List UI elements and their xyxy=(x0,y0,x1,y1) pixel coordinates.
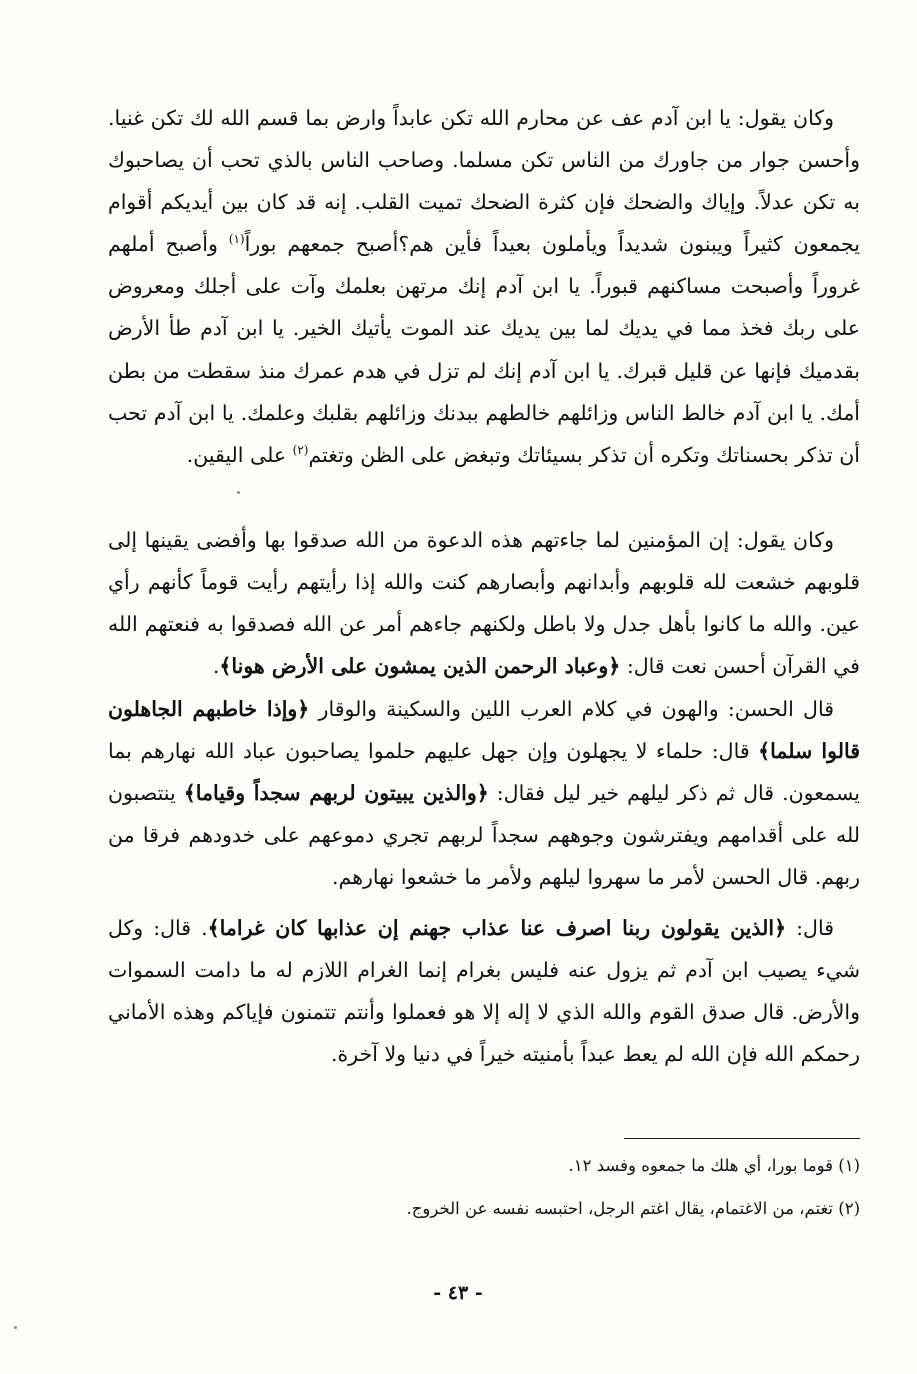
paragraph-4-segment-3: . قال: وكل شيء يصيب ابن آدم ثم يزول عنه فليس بغرام إنما الغرام اللازم له ما دامت السموات والأرض. قال صدق القوم والله الذي لا إله إلا هو فعملوا وأنتم تتمنون فإياكم وهذه الأماني رحمكم الله فإن الله لم يعط عبداً بأمنيته خيراً في دنيا ولا آخرة. xyxy=(108,916,860,1067)
footnote-divider xyxy=(624,1138,860,1139)
page-number: - ٤٣ - xyxy=(433,1282,483,1304)
paragraph-2 xyxy=(108,519,860,687)
quran-quote-1: ﴿وعباد الرحمن الذين يمشون على الأرض هونا﴾ xyxy=(219,654,621,679)
paragraph-4-segment-1: قال: xyxy=(786,916,834,940)
paragraph-3-segment-3: قال: حلماء لا يجهلون وإن جهل عليهم حلموا يصاحبون عباد الله نهارهم بما يسمعون. قال ثم ذكر ليلهم خير ليل فقال: xyxy=(108,739,860,806)
quran-quote-2: ﴿وإذا خاطبهم الجاهلون قالوا سلما﴾ xyxy=(108,697,860,764)
paragraph-4-text xyxy=(108,907,860,1075)
paragraph-2-text xyxy=(108,519,860,687)
paragraph-3 xyxy=(108,688,860,898)
scan-speck xyxy=(14,1326,17,1329)
footnote-1: (١) قوما بورا، أي هلك ما جمعوه وفسد ١٢. xyxy=(568,1156,860,1175)
paragraph-3-text xyxy=(108,688,860,898)
footnote-2-marker: (٢) xyxy=(292,442,309,457)
paragraph-1-text xyxy=(108,97,860,476)
paragraph-1-segment-3: وأصبح أملهم غروراً وأصبحت مساكنهم قبوراً. يا ابن آدم إنك مرتهن بعلمك وآت على أجلك ومعروض على ربك فخذ مما في يديك لما بين يديك عند الموت يأتيك الخير. يا ابن آدم طأ الأرض بقدميك فإنها عن قليل قبرك. يا ابن آدم إنك لم تزل في هدم عمرك منذ سقطت من بطن أمك. يا ابن آدم خالط الناس وزائلهم خالطهم ببدنك وزائلهم بقلبك وعلمك. يا ابن آدم تحب أن تذكر بحسناتك وتكره أن تذكر بسيئاتك وتبغض على الظن وتغتم xyxy=(108,232,860,467)
paragraph-1 xyxy=(108,97,860,476)
paragraph-4 xyxy=(108,907,860,1075)
paragraph-1-segment-1: وكان يقول: يا ابن آدم عف عن محارم الله تكن عابداً وارض بما قسم الله لك تكن غنيا. وأحسن جوار من جاورك من الناس تكن مسلما. وصاحب الناس بالذي تحب أن يصاحبوك به تكن عدلاً. وإياك والضحك فإن كثرة الضحك تميت القلب. إنه قد كان بين أيديكم أقوام يجمعون كثيراً ويبنون شديداً ويأملون بعيداً فأين هم؟أصبح جمعهم بوراً xyxy=(108,106,860,257)
quran-quote-4: ﴿الذين يقولون ربنا اصرف عنا عذاب جهنم إن عذابها كان غراما﴾ xyxy=(207,916,787,940)
paragraph-3-segment-1: قال الحسن: والهون في كلام العرب اللين والسكينة والوقار xyxy=(309,697,835,721)
footnote-1-marker: (١) xyxy=(228,232,245,247)
paragraph-3-segment-5: ينتصبون لله على أقدامهم ويفترشون وجوههم سجداً لربهم تجري دموعهم على خدودهم فرقا من ربهم. قال الحسن لأمر ما سهروا ليلهم ولأمر ما خشعوا نهارهم. xyxy=(108,781,860,890)
paragraph-2-segment-1: وكان يقول: إن المؤمنين لما جاءتهم هذه الدعوة من الله صدقوا بها وأفضى يقينها إلى قلوبهم خشعت لله قلوبهم وأبدانهم وأبصارهم كنت والله إذا رأيتهم رأيت قوماً كأنهم رأي عين. والله ما كانوا بأهل جدل ولا باطل ولكنهم جاءهم أمر عن الله فصدقوا به فنعتهم الله في القرآن أحسن نعت قال: xyxy=(108,528,860,679)
scan-speck xyxy=(237,491,240,494)
paragraph-1-segment-5: على اليقين. xyxy=(186,442,293,467)
paragraph-2-segment-3: . xyxy=(212,654,220,679)
quran-quote-3: ﴿والذين يبيتون لربهم سجداً وقياما﴾ xyxy=(183,781,489,806)
footnote-2: (٢) تغتم، من الاغتمام، يقال اغتم الرجل، احتبسه نفسه عن الخروج. xyxy=(406,1199,860,1218)
